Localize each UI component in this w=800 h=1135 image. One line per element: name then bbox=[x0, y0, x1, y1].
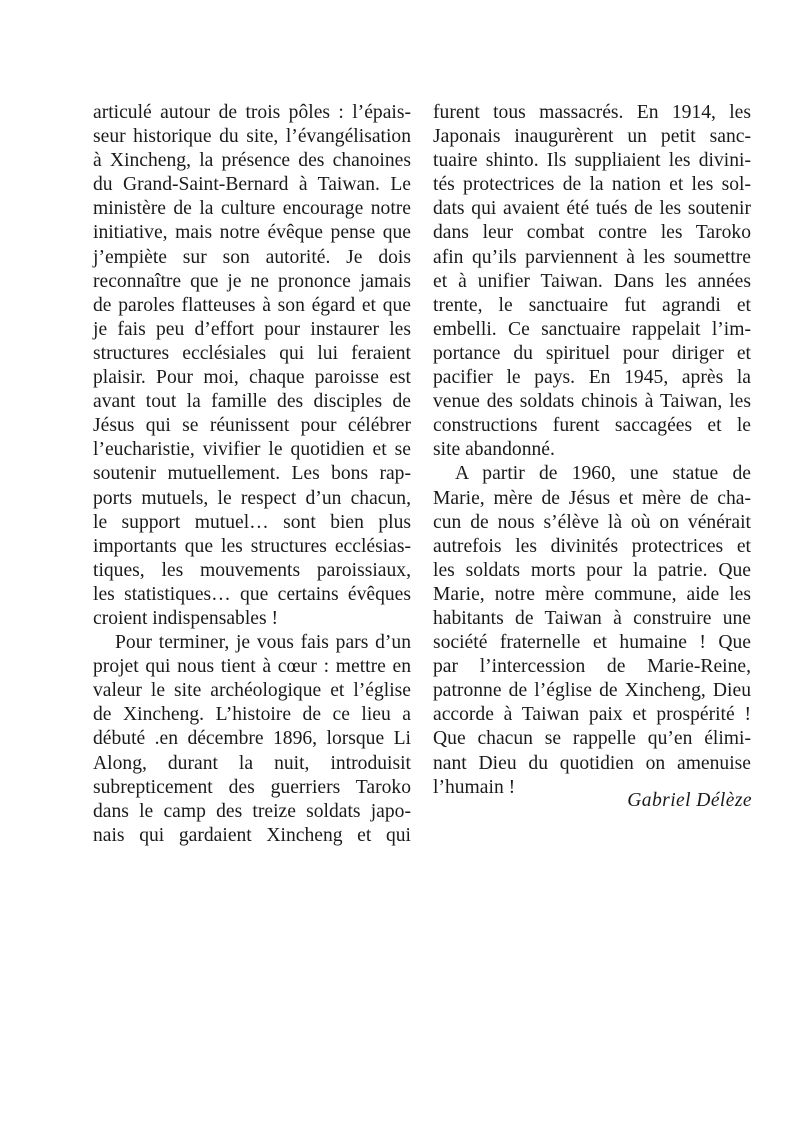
text-line: tuaire shinto. Ils suppliaient les divini- bbox=[433, 150, 751, 172]
text-line: Along, durant la nuit, introduisit bbox=[93, 752, 411, 774]
text-line: plaisir. Pour moi, chaque paroisse est bbox=[93, 367, 411, 389]
text-line: soutenir mutuellement. Les bons rap- bbox=[93, 463, 411, 485]
text-line: accorde à Taiwan paix et prospérité ! bbox=[433, 704, 751, 726]
text-line: dats qui avaient été tués de les soutenir bbox=[433, 198, 751, 220]
text-line: les statistiques… que certains évêques bbox=[93, 583, 411, 605]
text-line: tiques, les mouvements paroissiaux, bbox=[93, 559, 411, 581]
text-line: Jésus qui se réunissent pour célébrer bbox=[93, 415, 411, 437]
text-line: avant tout la famille des disciples de bbox=[93, 391, 411, 413]
text-line: cun de nous s’élève là où on vénérait bbox=[433, 511, 751, 533]
paragraph-start-line: A partir de 1960, une statue de bbox=[455, 463, 751, 485]
text-line: j’empiète sur son autorité. Je dois bbox=[93, 246, 411, 268]
text-line: ports mutuels, le respect d’un chacun, bbox=[93, 487, 411, 509]
author-signature: Gabriel Délèze bbox=[627, 790, 752, 811]
text-line: dans le camp des treize soldats japo- bbox=[93, 800, 411, 822]
right-text-column bbox=[433, 101, 751, 800]
text-line: Marie, notre mère commune, aide les bbox=[433, 583, 751, 605]
text-line: le support mutuel… sont bien plus bbox=[93, 511, 411, 533]
text-line: constructions furent saccagées et le bbox=[433, 415, 751, 437]
text-line: de Xincheng. L’histoire de ce lieu a bbox=[93, 704, 411, 726]
text-line: reconnaître que je ne prononce jamais bbox=[93, 270, 411, 292]
text-line: je fais peu d’effort pour instaurer les bbox=[93, 318, 411, 340]
text-line: habitants de Taiwan à construire une bbox=[433, 607, 751, 629]
text-line: Japonais inaugurèrent un petit sanc- bbox=[433, 126, 751, 148]
text-line: ministère de la culture encourage notre bbox=[93, 198, 411, 220]
text-line: subrepticement des guerriers Taroko bbox=[93, 776, 411, 798]
text-line: société fraternelle et humaine ! Que bbox=[433, 632, 751, 654]
text-line: patronne de l’église de Xincheng, Dieu bbox=[433, 680, 751, 702]
text-line: initiative, mais notre évêque pense que bbox=[93, 222, 411, 244]
paragraph-start-line: Pour terminer, je vous fais pars d’un bbox=[115, 632, 411, 654]
text-line: portance du spirituel pour diriger et bbox=[433, 342, 751, 364]
paragraph-end-line: croient indispensables ! bbox=[93, 607, 279, 629]
text-line: valeur le site archéologique et l’église bbox=[93, 680, 411, 702]
text-line: importants que les structures ecclésias- bbox=[93, 535, 411, 557]
left-text-column bbox=[93, 101, 411, 848]
text-line: structures ecclésiales qui lui feraient bbox=[93, 342, 411, 364]
text-line: par l’intercession de Marie-Reine, bbox=[433, 656, 751, 678]
text-line: venue des soldats chinois à Taiwan, les bbox=[433, 391, 751, 413]
text-line: nant Dieu du quotidien on amenuise bbox=[433, 752, 751, 774]
text-line: nais qui gardaient Xincheng et qui bbox=[93, 824, 411, 846]
text-line: afin qu’ils parviennent à les soumettre bbox=[433, 246, 751, 268]
text-line: Que chacun se rappelle qu’en élimi- bbox=[433, 728, 751, 750]
paragraph-end-line: site abandonné. bbox=[433, 439, 555, 461]
text-line: furent tous massacrés. En 1914, les bbox=[433, 102, 751, 123]
text-line: seur historique du site, l’évangélisation bbox=[93, 126, 411, 148]
text-line: débuté .en décembre 1896, lorsque Li bbox=[93, 728, 411, 750]
text-line: l’eucharistie, vivifier le quotidien et se bbox=[93, 439, 411, 461]
text-line: dans leur combat contre les Taroko bbox=[433, 222, 751, 244]
text-line: à Xincheng, la présence des chanoines bbox=[93, 150, 411, 172]
text-line: de paroles flatteuses à son égard et que bbox=[93, 294, 411, 316]
text-line: trente, le sanctuaire fut agrandi et bbox=[433, 294, 751, 316]
text-line: les soldats morts pour la patrie. Que bbox=[433, 559, 751, 581]
text-line: et à unifier Taiwan. Dans les années bbox=[433, 270, 751, 292]
text-line: embelli. Ce sanctuaire rappelait l’im- bbox=[433, 318, 751, 340]
text-line: tés protectrices de la nation et les sol- bbox=[433, 174, 751, 196]
text-line: articulé autour de trois pôles : l’épais- bbox=[93, 102, 411, 123]
text-line: autrefois les divinités protectrices et bbox=[433, 535, 751, 557]
paragraph-end-line: l’humain ! bbox=[433, 776, 516, 798]
text-line: Marie, mère de Jésus et mère de cha- bbox=[433, 487, 751, 509]
text-line: du Grand-Saint-Bernard à Taiwan. Le bbox=[93, 174, 411, 196]
text-line: projet qui nous tient à cœur : mettre en bbox=[93, 656, 411, 678]
text-line: pacifier le pays. En 1945, après la bbox=[433, 367, 751, 389]
